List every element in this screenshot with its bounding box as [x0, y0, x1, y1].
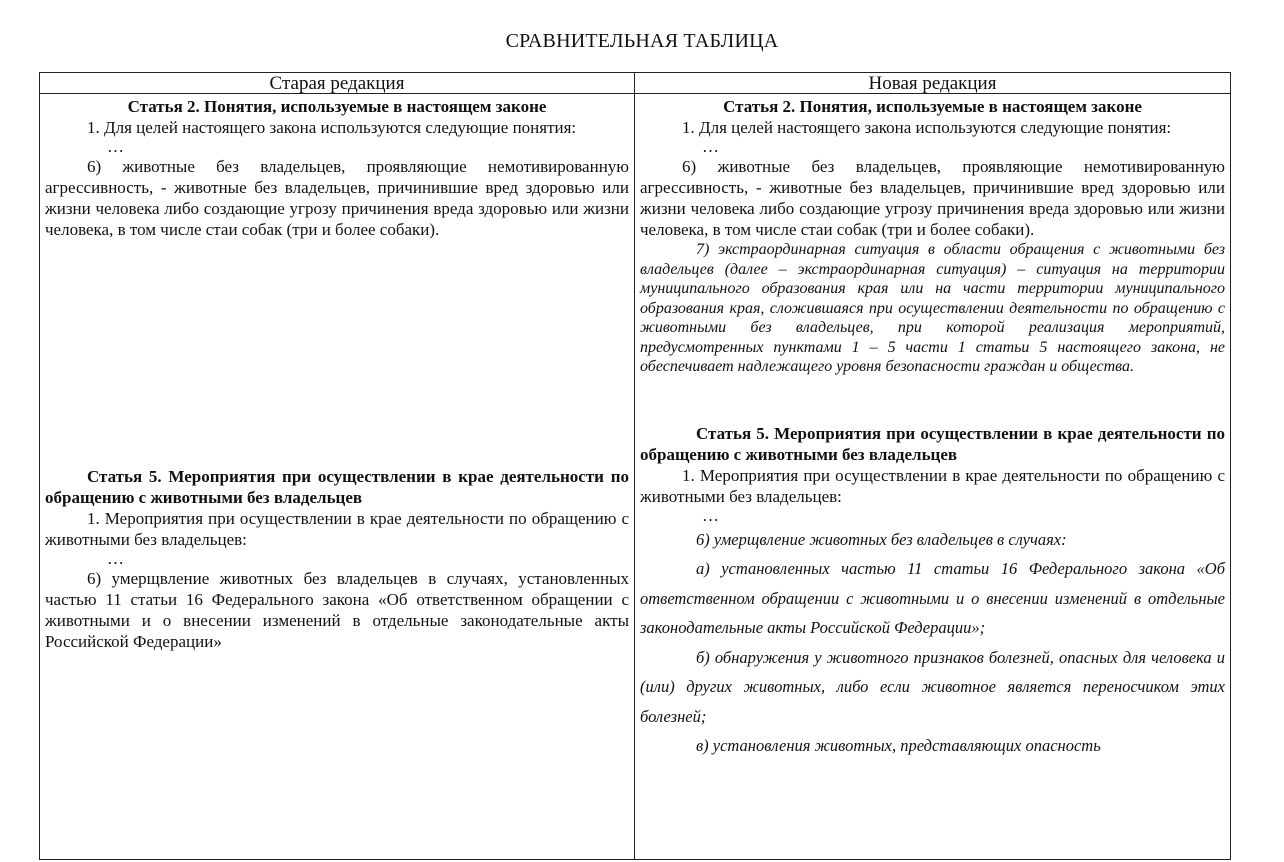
new-edition-header: Новая редакция [635, 73, 1230, 94]
new-article5-point6: 6) умерщвление животных без владельцев в случаях: [696, 529, 1067, 549]
comparison-table [39, 72, 1231, 860]
old-article2-point1: 1. Для целей настоящего закона используются следующие понятия: [87, 118, 577, 137]
new-article2-point6: 6) животные без владельцев, проявляющие немотивированную агрессивность, - животные без владельцев, причинившие вред здоровью или жизни человека либо создающие угрозу причинения вреда здоровью или жизни человека, в том числе стаи собак (три и более собаки). [640, 157, 1225, 239]
old-article2-ellipsis: … [107, 137, 124, 156]
old-article5-point6: 6) умерщвление животных без владельцев в случаях, установленных частью 11 статьи 16 Федерального закона «Об ответственном обращении с животными и о внесении изменений в отдельные законодательные акты Российской Федерации» [45, 569, 629, 651]
new-article5-point6b: б) обнаружения у животного признаков болезней, опасных для человека и (или) других животных, либо если животное является переносчиком этих болезней; [640, 647, 1225, 726]
old-edition-header: Старая редакция [40, 73, 634, 94]
old-article2-point6: 6) животные без владельцев, проявляющие немотивированную агрессивность, - животные без владельцев, причинившие вред здоровью или жизни человека либо создающие угрозу причинения вреда здоровью или жизни человека, в том числе стаи собак (три и более собаки). [45, 157, 629, 239]
new-article5-ellipsis: … [702, 505, 719, 525]
new-article2-heading: Статья 2. Понятия, используемые в настоящем законе [723, 97, 1142, 116]
old-article5-point1: 1. Мероприятия при осуществлении в крае деятельности по обращению с животными без владельцев: [45, 509, 629, 549]
new-article2-point1: 1. Для целей настоящего закона используются следующие понятия: [682, 118, 1172, 137]
old-article2-heading: Статья 2. Понятия, используемые в настоящем законе [127, 97, 547, 116]
document-title: СРАВНИТЕЛЬНАЯ ТАБЛИЦА [505, 30, 779, 52]
new-edition-column [635, 73, 1230, 859]
new-article5-point6a: а) установленных частью 11 статьи 16 Федерального закона «Об ответственном обращении с животными и о внесении изменений в отдельные законодательные акты Российской Федерации»; [640, 559, 1225, 637]
new-edition-cell [635, 94, 1230, 761]
old-edition-cell [40, 94, 634, 652]
old-edition-column [40, 73, 635, 859]
new-article2-ellipsis: … [702, 137, 719, 156]
new-article5-point6v: в) установления животных, представляющих опасность [696, 736, 1101, 755]
new-article2-point7: 7) экстраординарная ситуация в области обращения с животными без владельцев (далее – экстраординарная ситуация) – ситуация на территории муниципального образования края или на части территории муниципального образования края, сложившаяся при осуществлении деятельности по обращению с животными без владельцев, при которой реализация мероприятий, предусмотренных пунктами 1 – 5 части 1 статьи 5 настоящего закона, не обеспечивает надлежащего уровня безопасности граждан и общества. [640, 241, 1225, 375]
new-article5-point1: 1. Мероприятия при осуществлении в крае деятельности по обращению с животными без владельцев: [640, 465, 1225, 506]
old-article5-ellipsis: … [107, 549, 124, 568]
old-article5-heading: Статья 5. Мероприятия при осуществлении в крае деятельности по обращению с животными без владельцев [45, 467, 629, 507]
new-article5-heading: Статья 5. Мероприятия при осуществлении в крае деятельности по обращению с животными без владельцев [640, 423, 1225, 464]
